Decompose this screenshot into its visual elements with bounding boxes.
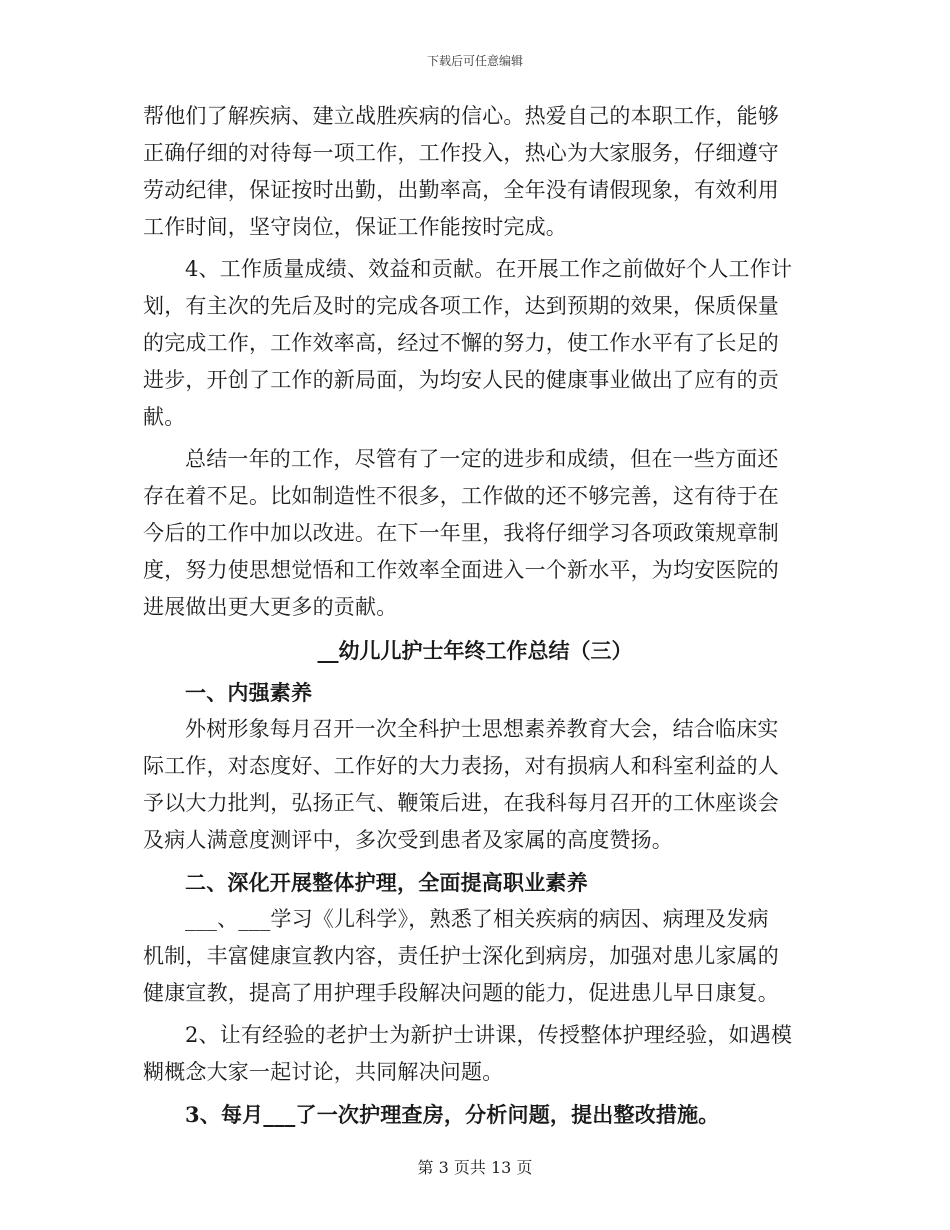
text-line: 劳动纪律，保证按时出勤，出勤率高，全年没有请假现象，有效利用 xyxy=(143,178,779,202)
text-line: 外树形象每月召开一次全科护士思想素养教育大会，结合临床实 xyxy=(185,717,779,741)
text-line: 际工作，对态度好、工作好的大力表扬，对有损病人和科室利益的人 xyxy=(143,754,779,778)
heading-2: 二、深化开展整体护理，全面提高职业素养 xyxy=(185,870,588,895)
heading-1: 一、内强素养 xyxy=(185,680,313,705)
paragraph-1 xyxy=(143,98,807,246)
section-title: __幼儿儿护士年终工作总结（三） xyxy=(317,638,633,663)
text-line: 机制，丰富健康宣教内容，责任护士深化到病房，加强对患儿家属的 xyxy=(143,944,779,968)
text-line: 糊概念大家一起讨论，共同解决问题。 xyxy=(143,1060,504,1084)
text-line: 进步，开创了工作的新局面，为均安人民的健康事业做出了应有的贡 xyxy=(143,368,779,392)
text-line: 4、工作质量成绩、效益和贡献。在开展工作之前做好个人工作计 xyxy=(185,257,793,281)
text-line: 今后的工作中加以改进。在下一年里，我将仔细学习各项政策规章制 xyxy=(143,521,779,545)
text-line: 献。 xyxy=(143,405,186,429)
text-line: 划，有主次的先后及时的完成各项工作，达到预期的效果，保质保量 xyxy=(143,294,779,318)
paragraph-2 xyxy=(143,251,807,436)
text-line: 度，努力使思想觉悟和工作效率全面进入一个新水平，为均安医院的 xyxy=(143,558,779,582)
text-line: 健康宣教，提高了用护理手段解决问题的能力，促进患儿早日康复。 xyxy=(143,981,779,1005)
page-footer: 第 3 页共 13 页 xyxy=(417,1158,533,1177)
text-line: 予以大力批判，弘扬正气、鞭策后进，在我科每月召开的工休座谈会 xyxy=(143,791,779,815)
paragraph-6 xyxy=(143,1017,807,1091)
paragraph-5 xyxy=(143,901,807,1012)
text-line: 存在着不足。比如制造性不很多，工作做的还不够完善，这有待于在 xyxy=(143,484,779,508)
text-line: 正确仔细的对待每一项工作，工作投入，热心为大家服务，仔细遵守 xyxy=(143,141,779,165)
text-line: 及病人满意度测评中，多次受到患者及家属的高度赞扬。 xyxy=(143,828,673,852)
text-line: 的完成工作，工作效率高，经过不懈的努力，使工作水平有了长足的 xyxy=(143,331,779,355)
paragraph-3 xyxy=(143,441,807,626)
text-line: 工作时间，坚守岗位，保证工作能按时完成。 xyxy=(143,215,567,239)
text-line: 帮他们了解疾病、建立战胜疾病的信心。热爱自己的本职工作，能够 xyxy=(143,104,779,128)
text-line: 总结一年的工作，尽管有了一定的进步和成绩，但在一些方面还 xyxy=(185,447,779,471)
text-line: 进展做出更大更多的贡献。 xyxy=(143,595,398,619)
heading-3: 3、每月___了一次护理查房，分析问题，提出整改措施。 xyxy=(185,1102,720,1127)
document-body xyxy=(143,98,807,1133)
paragraph-4 xyxy=(143,711,807,859)
text-line: ___、___学习《儿科学》，熟悉了相关疾病的病因、病理及发病 xyxy=(185,907,769,931)
page-header: 下载后可任意编辑 xyxy=(426,54,523,68)
text-line: 2、让有经验的老护士为新护士讲课，传授整体护理经验，如遇模 xyxy=(185,1023,793,1047)
